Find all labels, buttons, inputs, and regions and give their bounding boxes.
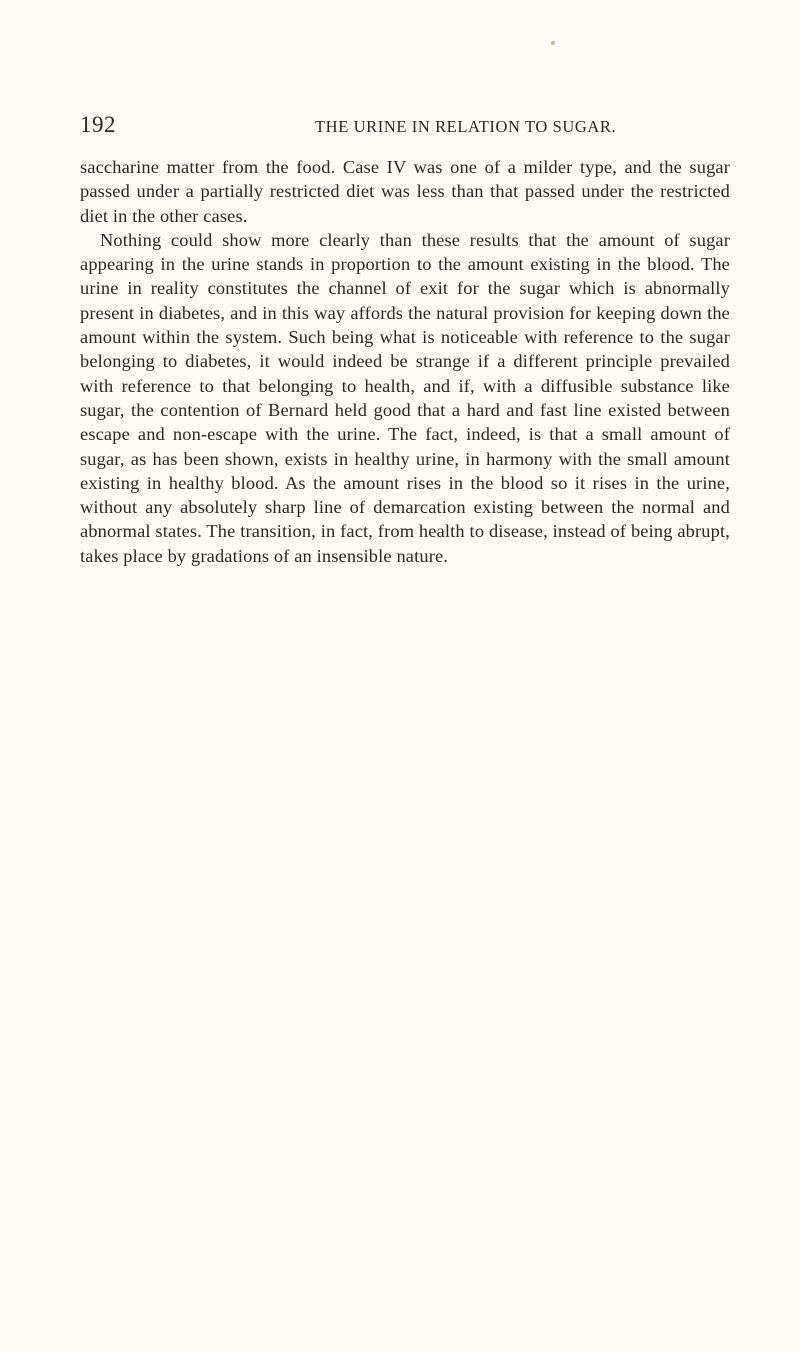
body-text xyxy=(80,155,730,568)
paper-spot-mark xyxy=(551,41,555,45)
page-header xyxy=(80,112,730,142)
paragraph-continued: saccharine matter from the food. Case IV was one of a milder type, and the sugar passed under a partially restricted diet was less than that passed under the restricted diet in the other cases. xyxy=(80,157,730,226)
page-number: 192 xyxy=(80,112,116,137)
paragraph: Nothing could show more clearly than these results that the amount of sugar appearing in the urine stands in proportion to the amount existing in the blood. The urine in reality constitutes the channel of exit for the sugar which is abnormally present in diabetes, and in this way affords the natural provision for keeping down the amount within the system. Such being what is noticeable with reference to the sugar belonging to diabetes, it would indeed be strange if a different principle prevailed with reference to that belonging to health, and if, with a diffusible substance like sugar, the contention of Bernard held good that a hard and fast line existed between escape and non-escape with the urine. The fact, indeed, is that a small amount of sugar, as has been shown, exists in healthy urine, in harmony with the small amount existing in healthy blood. As the amount rises in the blood so it rises in the urine, without any absolutely sharp line of demarcation existing between the normal and abnormal states. The transition, in fact, from health to disease, instead of being abrupt, takes place by gradations of an insensible nature. xyxy=(80,229,730,566)
running-head: THE URINE IN RELATION TO SUGAR. xyxy=(315,117,617,136)
